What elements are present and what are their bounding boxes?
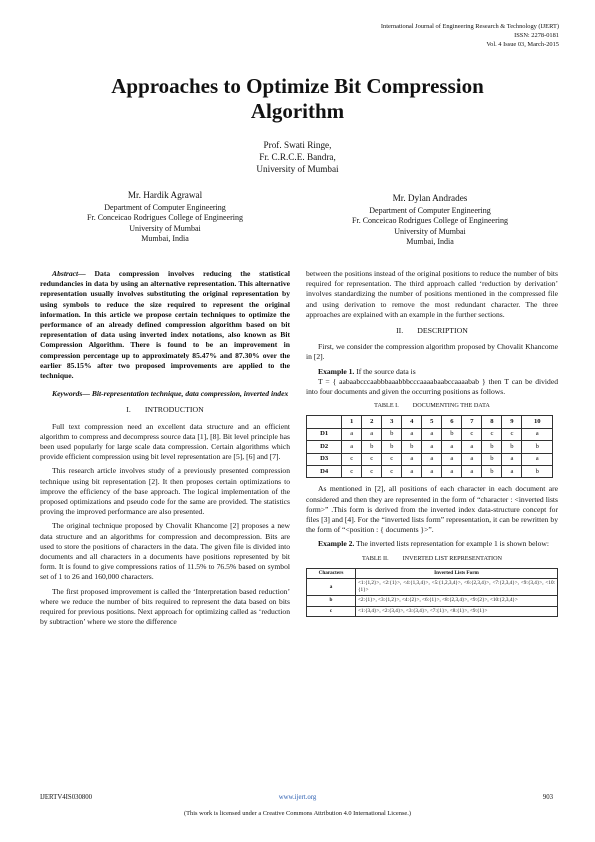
example-2 <box>306 539 558 549</box>
row-label-cell: D4 <box>307 466 342 478</box>
table-cell: a <box>362 428 382 440</box>
table-cell: a <box>342 428 362 440</box>
table-row <box>307 466 553 478</box>
author-left-city: Mumbai, India <box>141 234 189 243</box>
table-cell: c <box>342 453 362 465</box>
table-cell: b <box>442 428 462 440</box>
author-center <box>0 139 595 175</box>
table-cell: b <box>522 441 553 453</box>
author-right-college: Fr. Conceicao Rodrigues College of Engineering <box>352 216 508 225</box>
table-cell: b <box>522 466 553 478</box>
section-title: DESCRIPTION <box>417 326 468 336</box>
intro-paragraph-2: This research article involves study of a previously presented compression technique using bit representation [2]. It then proposes certain optimizations to improve the efficiency of the base approach. The logical implementation of the proposed optimizations and pseudo code for the same are provided. The statistics proving the improved performance are also presented. <box>40 466 290 517</box>
table-header-cell: 1 <box>342 416 362 428</box>
example-2-label: Example 2. <box>318 539 355 549</box>
description-paragraph-1: First, we consider the compression algorithm proposed by Chovalit Khancome in [2]. <box>306 342 558 362</box>
table-2-caption <box>306 554 558 564</box>
table-cell: c <box>382 466 402 478</box>
table-cell: a <box>402 453 422 465</box>
keywords <box>40 389 290 399</box>
abstract-text: Data compression involves reducing the statistical redundancies in data by using an alternative representation. This alternative representation usually involves substituting the original representation by using symbols to reduce the size required to represent the original information. In this article we propose certain techniques to optimize the performance of an already defined compression algorithm based on bit representation of data using inverted index notations, also known as Bit Compression Algorithm. There is found to be an improvement in compression percentage up to approximately 85.47% and 87.30% over the earlier 85.15% after two proposed improvements are applied to the technique. <box>40 269 290 381</box>
table-cell: a <box>502 466 522 478</box>
table-header-row <box>307 568 558 578</box>
table-cell: b <box>482 441 502 453</box>
example-2-text: The inverted lists representation for example 1 is shown below: <box>354 539 550 549</box>
table-header-cell: Characters <box>307 568 356 578</box>
table-number: TABLE I. <box>374 402 399 410</box>
table-cell: a <box>462 453 482 465</box>
journal-name: International Journal of Engineering Research & Technology (IJERT) <box>380 23 559 30</box>
table-cell: c <box>482 428 502 440</box>
table-cell: b <box>362 441 382 453</box>
abstract <box>40 269 290 381</box>
author-left-univ: University of Mumbai <box>129 223 201 233</box>
author-right-city: Mumbai, India <box>406 237 454 246</box>
table-cell: b <box>382 441 402 453</box>
table-header-row <box>307 416 553 428</box>
table-cell: a <box>462 466 482 478</box>
table-1-caption <box>306 401 558 411</box>
section-number: I. <box>126 405 131 415</box>
intro-paragraph-4: The first proposed improvement is called the ‘Interpretation based reduction’ where we reduce the number of bits required to represent the data based on bits required for previous positions. Next approach for optimizing called as ‘reduction by subtraction’ where we store the difference <box>40 586 290 627</box>
abstract-label: Abstract— <box>52 269 86 278</box>
table-cell: a <box>422 441 442 453</box>
row-label-cell: D2 <box>307 441 342 453</box>
table-cell: a <box>522 428 553 440</box>
example-1-text: If the source data is <box>354 366 416 376</box>
table-header-cell: 7 <box>462 416 482 428</box>
table-header-cell: 5 <box>422 416 442 428</box>
table-row <box>307 596 558 606</box>
table-header-cell: 2 <box>362 416 382 428</box>
table-cell: c <box>382 453 402 465</box>
table-caption-text: INVERTED LIST REPRESENTATION <box>402 554 503 562</box>
section-heading-description <box>306 326 558 336</box>
issn: ISSN: 2278-0181 <box>514 32 559 39</box>
intro-paragraph-1: Full text compression need an excellent data structure and an efficient algorithm to compress and decompress source data [1], [8]. Bit level principle has been used popularly for large scale data compression. Certain algorithms which provide efficient compression using bit level representation are [5], [6] and [7]. <box>40 421 290 462</box>
table-cell: a <box>342 441 362 453</box>
inverted-list-cell: <1:{3,4}>, <2:{3,4}>, <3:{3,4}>, <7:{1}>, <8:{1}>, <9:{1}> <box>356 606 558 616</box>
table-row <box>307 579 558 596</box>
table-cell: c <box>342 466 362 478</box>
paper-id: IJERTV4IS030800 <box>40 794 93 801</box>
author-left-name: Mr. Hardik Agrawal <box>127 190 203 200</box>
table-cell: b <box>402 441 422 453</box>
author-center-line2: Fr. C.R.C.E. Bandra, <box>259 152 336 162</box>
section-heading-intro <box>40 405 290 415</box>
author-right-dept: Department of Computer Engineering <box>369 205 491 215</box>
table-cell: a <box>422 428 442 440</box>
table-cell: a <box>502 453 522 465</box>
row-label-cell: D3 <box>307 453 342 465</box>
table-cell: a <box>402 466 422 478</box>
author-left <box>40 190 290 245</box>
title-line-2: Algorithm <box>250 99 345 123</box>
intro-paragraph-3: The original technique proposed by Chovalit Khancome [2] proposes a new data structure and an algorithms for compression and decompression. Bits are used to store the positions of characters in the data. The given file is divided into documents and all characters in a documents have positions represented by bit form. It is found to give compressions ratios of 11.5% to 76.5% based on symbol set of 1 to 26 and 160,000 characters. <box>40 521 290 582</box>
row-label-cell: D1 <box>307 428 342 440</box>
table-header-cell: 9 <box>502 416 522 428</box>
author-center-line3: University of Mumbai <box>256 164 339 174</box>
table-cell: b <box>482 453 502 465</box>
table-cell: a <box>402 428 422 440</box>
author-right <box>305 193 555 248</box>
right-column <box>306 269 558 617</box>
table-cell: c <box>462 428 482 440</box>
table-row <box>307 428 553 440</box>
table-header-cell: 8 <box>482 416 502 428</box>
title-line-1: Approaches to Optimize Bit Compression <box>111 74 484 98</box>
character-cell: b <box>307 596 356 606</box>
table-header-cell: Inverted Lists Form <box>356 568 558 578</box>
table-header-cell: 4 <box>402 416 422 428</box>
table-row <box>307 606 558 616</box>
author-center-name: Prof. Swati Ringe, <box>263 140 332 150</box>
table-cell: b <box>502 441 522 453</box>
left-column <box>40 269 290 632</box>
table-cell: a <box>522 453 553 465</box>
page-number: 903 <box>542 794 553 801</box>
author-right-univ: University of Mumbai <box>394 226 466 236</box>
description-paragraph-2: As mentioned in [2], all positions of each character in each document are considered and then they are represented in the form of “character : <inverted lists form>” .This form is derived from the inverted index data-structure concept for files [3] and [4]. For the “inverted lists form” representation, it can be rewritten by the form of “<position : { documents }>”. <box>306 484 558 535</box>
example-1-label: Example 1. <box>318 366 355 376</box>
table-cell: a <box>442 441 462 453</box>
table-cell: b <box>382 428 402 440</box>
table-cell: a <box>422 466 442 478</box>
table-cell: c <box>502 428 522 440</box>
right-paragraph-1: between the positions instead of the original positions to reduce the number of bits required for representation. The third approach called ‘reduction by derivation’ involves standardizing the number of positions mentioned in the compressed file and using derivation to remove the most redundant character. The three approaches are explained with an example in the further sections. <box>306 269 558 319</box>
paper-title <box>40 74 555 124</box>
table-number: TABLE II. <box>361 554 389 562</box>
running-header <box>381 22 559 49</box>
table-header-cell: 6 <box>442 416 462 428</box>
journal-website-link[interactable]: www.ijert.org <box>278 794 317 801</box>
example-1 <box>306 367 558 377</box>
keywords-label: Keywords— <box>52 389 90 399</box>
keywords-text: Bit-representation technique, data compression, inverted index <box>89 389 289 399</box>
character-cell: a <box>307 579 356 596</box>
volume-issue: Vol. 4 Issue 03, March-2015 <box>486 41 559 48</box>
character-cell: c <box>307 606 356 616</box>
author-left-dept: Department of Computer Engineering <box>104 202 226 212</box>
section-number: II. <box>396 326 404 336</box>
table-header-cell: 3 <box>382 416 402 428</box>
author-left-college: Fr. Conceicao Rodrigues College of Engineering <box>87 213 243 222</box>
table-row <box>307 441 553 453</box>
table-cell: c <box>362 466 382 478</box>
table-cell: a <box>442 466 462 478</box>
table-row <box>307 453 553 465</box>
table-cell: a <box>462 441 482 453</box>
inverted-list-cell: <1:{1,2}>, <2:{1}>, <4:{1,3,4}>, <5:{1,2,3,4}>, <6:{2,3,4}>, <7:{2,3,4}>, <9:{3,4}>, <10:{1}> <box>356 579 558 596</box>
table-cell: c <box>362 453 382 465</box>
table-cell: b <box>482 466 502 478</box>
example-1-data: T = { aabaabcccaabbbaaabbbcccaaaabaabccaaaabab } then T can be divided into four documents and given the occurring positions as follows. <box>306 376 558 397</box>
table-header-cell: 10 <box>522 416 553 428</box>
inverted-list-cell: <2:{1}>, <3:{1,2}>, <4:{2}>, <6:{1}>, <8:{2,3,4}>, <9:{2}>, <10:{2,3,4}> <box>356 596 558 606</box>
section-title: INTRODUCTION <box>144 405 204 415</box>
table-header-cell <box>307 416 342 428</box>
table-inverted-list <box>306 568 558 617</box>
author-right-name: Mr. Dylan Andrades <box>392 193 468 203</box>
table-caption-text: DOCUMENTING THE DATA <box>412 402 490 410</box>
table-cell: a <box>422 453 442 465</box>
license-notice: (This work is licensed under a Creative Commons Attribution 4.0 International License.) <box>184 810 411 817</box>
table-documenting-data <box>306 415 553 478</box>
table-cell: a <box>442 453 462 465</box>
